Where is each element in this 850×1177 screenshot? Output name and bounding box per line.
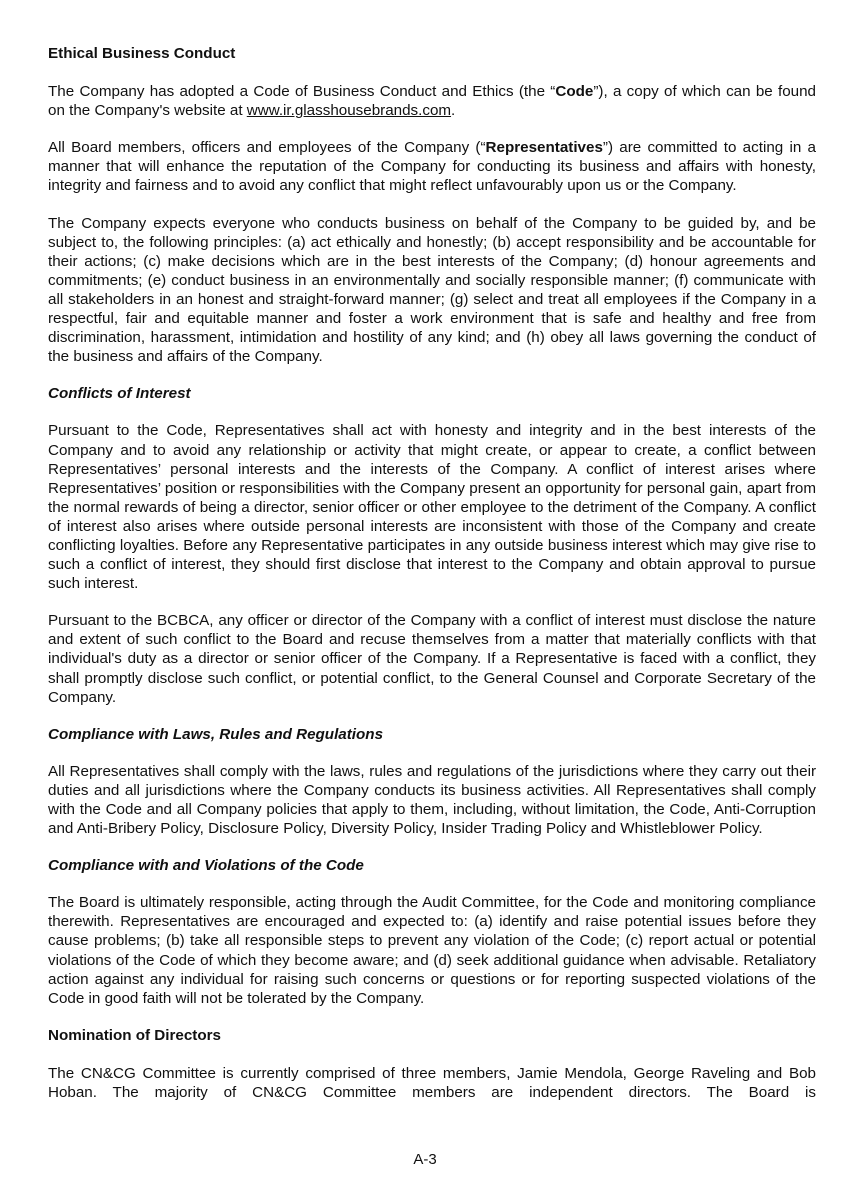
paragraph-code-adoption [48,82,816,120]
paragraph-principles: The Company expects everyone who conducts business on behalf of the Company to be guided by, and be subject to, the following principles: (a) act ethically and honestly; (b) accept responsibility and be accountable for their actions; (c) make decisions which are in the best interests of the Company; (d) honour agreements and commitments; (e) conduct business in an environmentally and socially responsible manner; (f) communicate with all stakeholders in an honest and straight-forward manner; (g) select and treat all employees if the Company in a respectful, fair and equitable manner and foster a work environment that is safe and healthy and free from discrimination, harassment, intimidation and hostility of any kind; and (h) obey all laws governing the conduct of the business and affairs of the Company. [48,214,816,366]
heading-ethical-business-conduct: Ethical Business Conduct [48,45,236,62]
text: ”), a copy of which can be found on the Company's website at [48,83,816,120]
paragraph-conflicts-code: Pursuant to the Code, Representatives shall act with honesty and integrity and in the best interests of the Company and to avoid any relationship or activity that might create, or appear to create, a conflict between Representatives’ personal interests and the interests of the Company. A conflict of interest arises where Representatives’ position or responsibilities with the Company present an opportunity for personal gain, apart from the normal rewards of being a director, senior officer or other employee to the detriment of the Company. A conflict of interest also arises where outside personal interests are inconsistent with those of the Company and create conflicting loyalties. Before any Representative participates in any outside business interest which may give rise to such a conflict of interest, they should first disclose that interest to the Company and obtain approval to pursue such interest. [48,422,816,593]
paragraph-compliance-violations: The Board is ultimately responsible, acting through the Audit Committee, for the Code and monitoring compliance therewith. Representatives are encouraged and expected to: (a) identify and raise potential issues before they cause problems; (b) take all responsible steps to prevent any violation of the Code; (c) report actual or potential violations of the Code of which they become aware; and (d) seek additional guidance when advisable. Retaliatory action against any individual for raising such concerns or questions or for reporting suspected violations of the Code in good faith will not be tolerated by the Company. [48,894,816,1007]
heading-compliance-laws: Compliance with Laws, Rules and Regulations [48,725,384,743]
website-link[interactable]: www.ir.glasshousebrands.com [246,102,452,120]
text: The Company has adopted a Code of Business Conduct and Ethics (the “ [48,83,556,101]
paragraph-conflicts-bcbca: Pursuant to the BCBCA, any officer or director of the Company with a conflict of interest must disclose the nature and extent of such conflict to the Board and recuse themselves from a matter that materially conflicts with that individual's duty as a director or senior officer of the Company. If a Representative is faced with a conflict, they shall promptly disclose such conflict, or potential conflict, to the General Counsel and Corporate Secretary of the Company. [48,612,816,706]
heading-compliance-violations: Compliance with and Violations of the Code [48,857,364,875]
text: ”) are committed to acting in a manner that will enhance the reputation of the Company for conducting its business and affairs with honesty, integrity and fairness and to avoid any conflict that might reflect unfavourably upon us or the Company. [48,139,816,195]
text: . [451,102,456,120]
paragraph-representatives [48,138,816,195]
paragraph-compliance-laws: All Representatives shall comply with the laws, rules and regulations of the jurisdictions where they carry out their duties and all jurisdictions where the Company conducts its business activities. All Representatives shall comply with the Code and all Company policies that apply to them, including, without limitation, the Code, Anti-Corruption and Anti-Bribery Policy, Disclosure Policy, Diversity Policy, Insider Trading Policy and Whistleblower Policy. [48,762,816,838]
document-page [48,44,816,1120]
defined-term-representatives: Representatives [485,139,603,157]
heading-nomination-of-directors: Nomination of Directors [48,1026,221,1044]
paragraph-nomination: The CN&CG Committee is currently comprised of three members, Jamie Mendola, George Raveling and Bob Hoban. The majority of CN&CG Committee members are independent directors. The Board is [48,1064,816,1102]
defined-term-code: Code [555,83,594,101]
heading-conflicts-of-interest: Conflicts of Interest [48,385,191,403]
text: All Board members, officers and employees of the Company (“ [48,139,486,157]
page-number: A-3 [413,1151,437,1168]
